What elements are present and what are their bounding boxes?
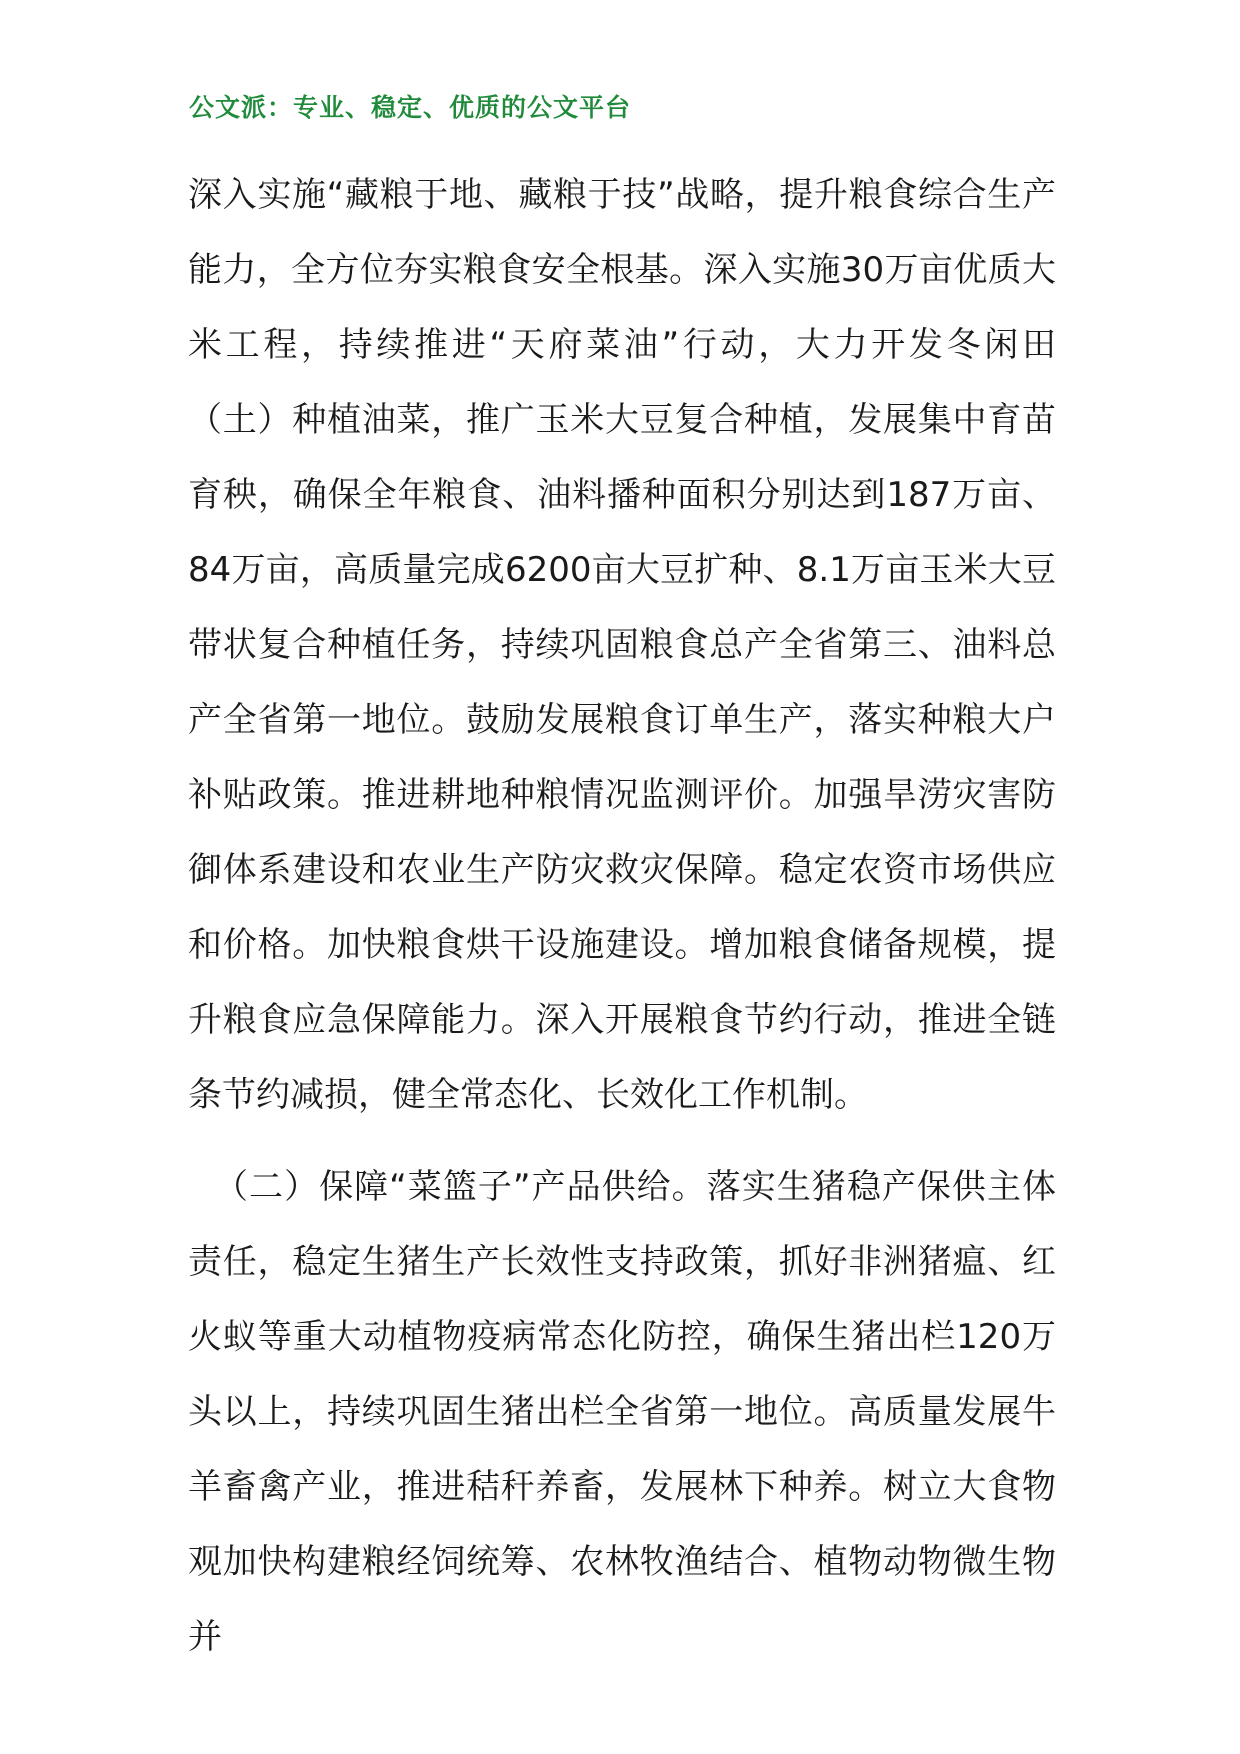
brand-header: 公文派：专业、稳定、优质的公文平台: [189, 93, 632, 122]
body-paragraph-2: （二）保障“菜篮子”产品供给。落实生猪稳产保供主体责任，稳定生猪生产长效性支持政策，抓好非洲猪瘟、红火蚁等重大动植物疫病常态化防控，确保生猪出栏120万头以上，持续巩固生猪出栏全省第一地位。高质量发展牛羊畜禽产业，推进秸秆养畜，发展林下种养。树立大食物观加快构建粮经饲统筹、农林牧渔结合、植物动物微生物并: [188, 1167, 1056, 1657]
body-paragraph-1: 深入实施“藏粮于地、藏粮于技”战略，提升粮食综合生产能力，全方位夯实粮食安全根基。深入实施30万亩优质大米工程，持续推进“天府菜油”行动，大力开发冬闲田（土）种植油菜，推广玉米大豆复合种植，发展集中育苗育秧，确保全年粮食、油料播种面积分别达到187万亩、84万亩，高质量完成6200亩大豆扩种、8.1万亩玉米大豆带状复合种植任务，持续巩固粮食总产全省第三、油料总产全省第一地位。鼓励发展粮食订单生产，落实种粮大户补贴政策。推进耕地种粮情况监测评价。加强旱涝灾害防御体系建设和农业生产防灾救灾保障。稳定农资市场供应和价格。加快粮食烘干设施建设。增加粮食储备规模，提升粮食应急保障能力。深入开展粮食节约行动，推进全链条节约减损，健全常态化、长效化工作机制。: [188, 175, 1056, 1115]
